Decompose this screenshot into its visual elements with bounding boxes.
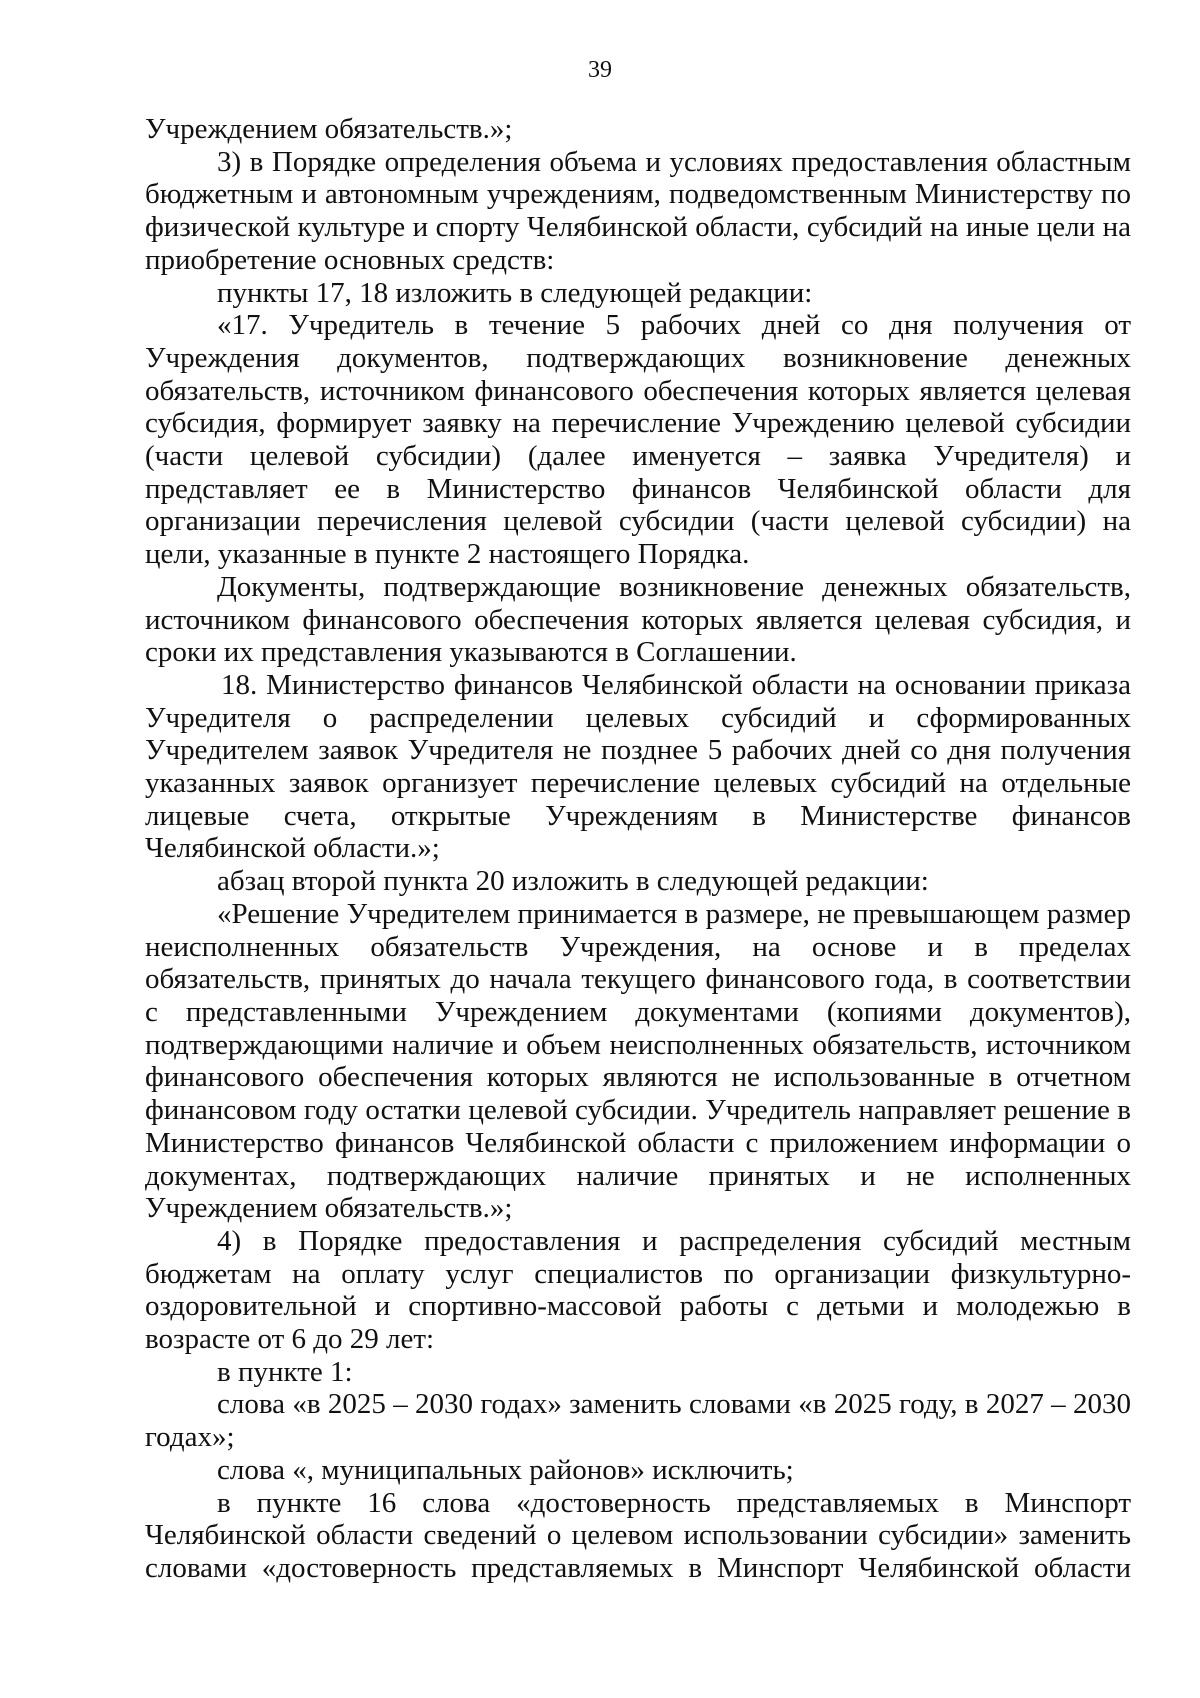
paragraph-point-16: в пункте 16 слова «достоверность представляемых в Минспорт Челябинской области сведений о целевом использовании субсидии» заменить словами «достоверность представляемых в Минспорт Челябинской области xyxy=(145,1486,1131,1584)
paragraph-item-4: 4) в Порядке предоставления и распределения субсидий местным бюджетам на оплату услуг специалистов по организации физкультурно-оздоровительной и спортивно-массовой работы с детьми и молодежью в возрасте от 6 до 29 лет: xyxy=(145,1224,1131,1356)
paragraph-point-20-intro: абзац второй пункта 20 изложить в следующей редакции: xyxy=(217,865,929,898)
page-number: 39 xyxy=(588,57,612,83)
paragraph-points-17-18: пункты 17, 18 изложить в следующей редакции: xyxy=(217,276,813,309)
paragraph-words-districts: слова «, муниципальных районов» исключить; xyxy=(217,1453,794,1486)
paragraph-point-17: «17. Учредитель в течение 5 рабочих дней со дня получения от Учреждения документов, подтверждающих возникновение денежных обязательств, источником финансового обеспечения которых является целевая субсидия, формирует заявку на перечисление Учреждению целевой субсидии (части целевой субсидии) (далее именуется – заявка Учредителя) и представляет ее в Министерство финансов Челябинской области для организации перечисления целевой субсидии (части целевой субсидии) на цели, указанные в пункте 2 настоящего Порядка. xyxy=(145,309,1131,571)
paragraph-continuation: Учреждением обязательств.»; xyxy=(145,113,513,145)
paragraph-words-years: слова «в 2025 – 2030 годах» заменить словами «в 2025 году, в 2027 – 2030 годах»; xyxy=(145,1388,1131,1454)
paragraph-documents: Документы, подтверждающие возникновение денежных обязательств, источником финансового обеспечения которых является целевая субсидия, и сроки их представления указываются в Соглашении. xyxy=(145,570,1131,669)
paragraph-item-3: 3) в Порядке определения объема и условиях предоставления областным бюджетным и автономным учреждениям, подведомственным Министерству по физической культуре и спорту Челябинской области, субсидий на иные цели на приобретение основных средств: xyxy=(145,145,1131,276)
paragraph-point-1: в пункте 1: xyxy=(217,1355,353,1388)
paragraph-point-18: 18. Министерство финансов Челябинской области на основании приказа Учредителя о распределении целевых субсидий и сформированных Учредителем заявок Учредителя не позднее 5 рабочих дней со дня получения указанных заявок организует перечисление целевых субсидий на отдельные лицевые счета, открытые Учреждениям в Министерстве финансов Челябинской области.»; xyxy=(145,668,1131,865)
paragraph-decision: «Решение Учредителем принимается в размере, не превышающем размер неисполненных обязательств Учреждения, на основе и в пределах обязательств, принятых до начала текущего финансового года, в соответствии с представленными Учреждением документами (копиями документов), подтверждающими наличие и объем неисполненных обязательств, источником финансового обеспечения которых являются не использованные в отчетном финансовом году остатки целевой субсидии. Учредитель направляет решение в Министерство финансов Челябинской области с приложением информации о документах, подтверждающих наличие принятых и не исполненных Учреждением обязательств.»; xyxy=(145,897,1131,1225)
document-body xyxy=(145,113,1131,1585)
